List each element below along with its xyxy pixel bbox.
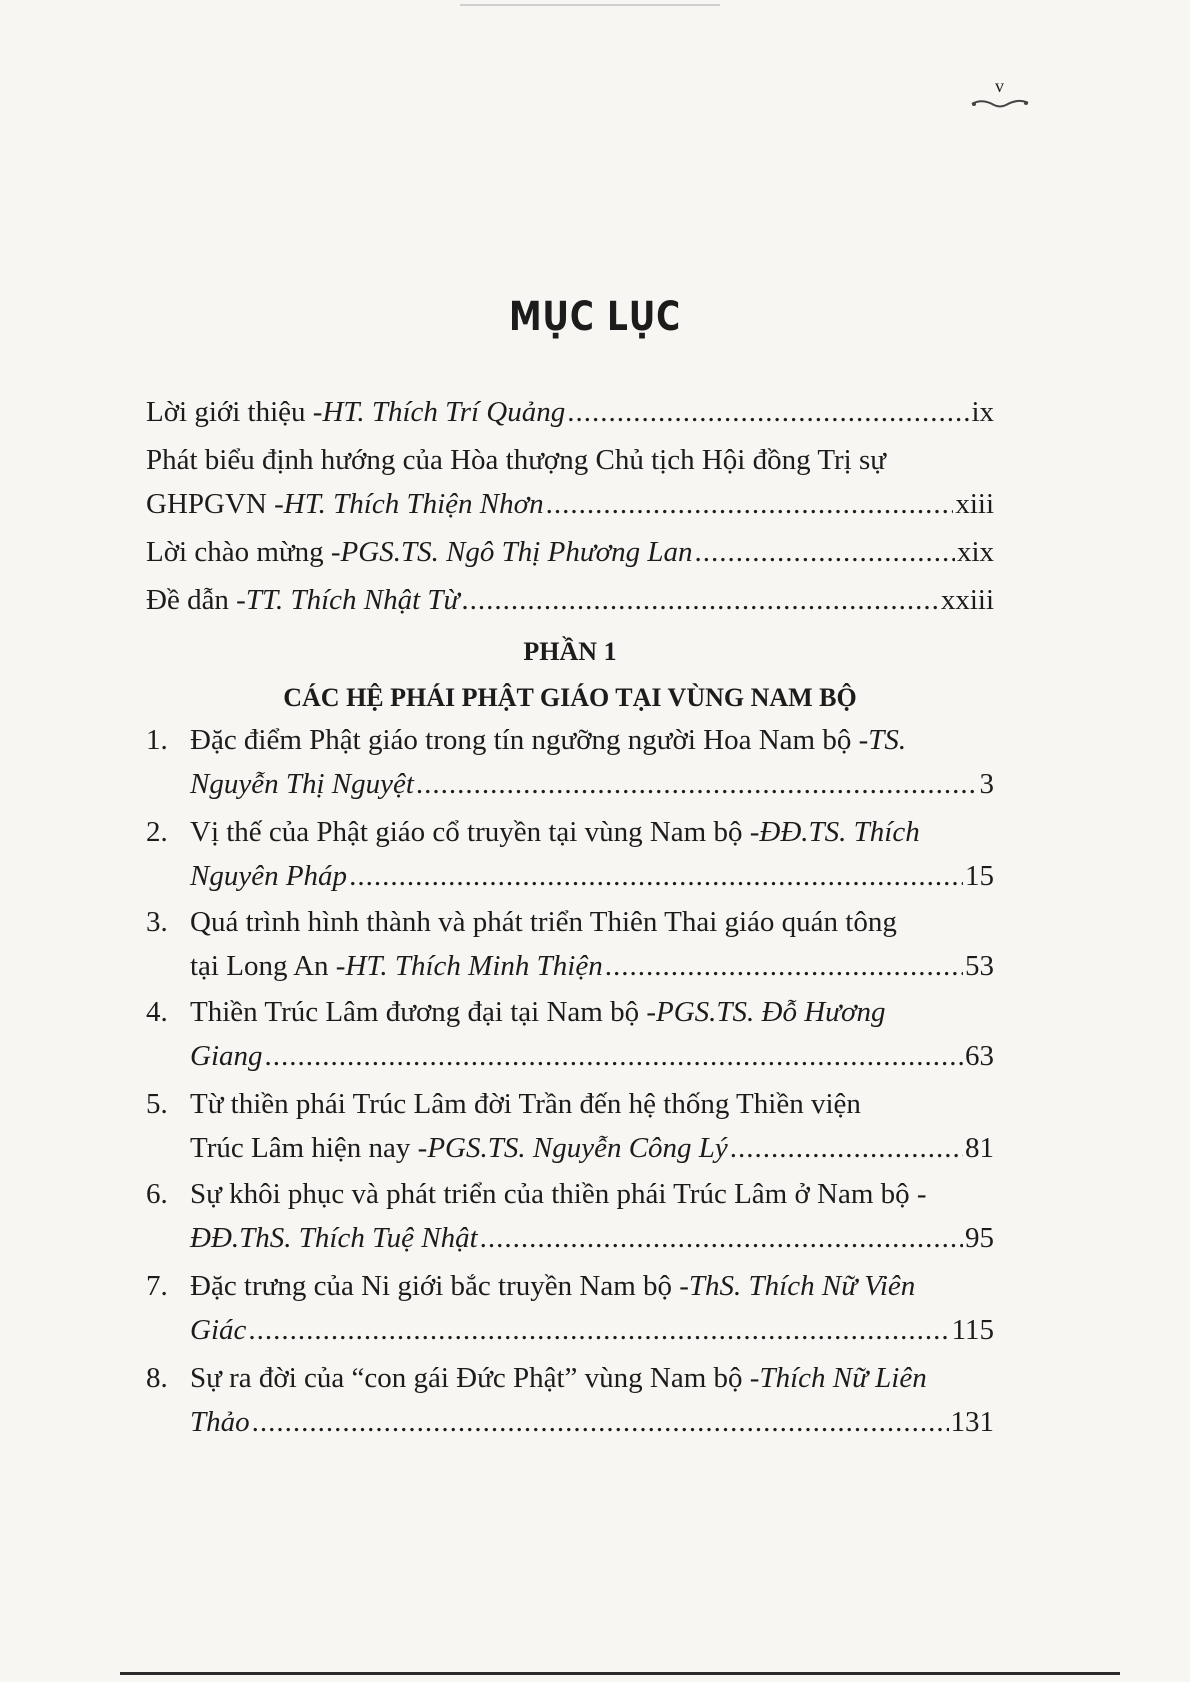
entry-page: ix bbox=[971, 396, 994, 428]
chapter-author-cont: Nguyên Pháp bbox=[190, 860, 348, 892]
toc-chapter-3[interactable] bbox=[146, 900, 994, 988]
toc-chapter-2[interactable] bbox=[146, 810, 994, 898]
chapter-author-cont: PGS.TS. Nguyễn Công Lý bbox=[427, 1132, 728, 1164]
chapter-title: Sự khôi phục và phát triển của thiền phái Trúc Lâm ở Nam bộ - bbox=[190, 1178, 927, 1210]
entry-page: xix bbox=[956, 536, 994, 568]
chapter-page: 95 bbox=[965, 1222, 994, 1254]
entry-title: Lời giới thiệu - bbox=[146, 396, 323, 428]
entry-title: Phát biểu định hướng của Hòa thượng Chủ tịch Hội đồng Trị sự bbox=[146, 444, 886, 476]
chapter-title: Đặc trưng của Ni giới bắc truyền Nam bộ - bbox=[190, 1270, 689, 1302]
chapter-number: 1. bbox=[146, 724, 168, 756]
entry-author: HT. Thích Trí Quảng bbox=[322, 396, 566, 428]
top-rule bbox=[460, 4, 720, 6]
chapter-page: 3 bbox=[979, 768, 994, 800]
leader-dots bbox=[480, 1216, 963, 1260]
leader-dots bbox=[349, 854, 963, 898]
leader-dots bbox=[730, 1126, 963, 1170]
entry-page: xxiii bbox=[940, 584, 994, 616]
toc-chapter-1[interactable] bbox=[146, 718, 994, 806]
chapter-number: 4. bbox=[146, 996, 168, 1028]
chapter-page: 53 bbox=[965, 950, 994, 982]
chapter-title: Thiền Trúc Lâm đương đại tại Nam bộ - bbox=[190, 996, 656, 1028]
chapter-number: 6. bbox=[146, 1178, 168, 1210]
chapter-author-cont: Thảo bbox=[190, 1406, 250, 1438]
part-title: CÁC HỆ PHÁI PHẬT GIÁO TẠI VÙNG NAM BỘ bbox=[283, 683, 857, 712]
chapter-title: Quá trình hình thành và phát triển Thiên Thai giáo quán tông bbox=[190, 906, 897, 938]
page-number-label: v bbox=[995, 76, 1005, 96]
part-label: PHẦN 1 bbox=[523, 637, 617, 666]
chapter-title-cont: Trúc Lâm hiện nay - bbox=[190, 1132, 428, 1164]
entry-author: TT. Thích Nhật Từ bbox=[245, 584, 460, 616]
chapter-page: 63 bbox=[965, 1040, 994, 1072]
chapter-page: 131 bbox=[950, 1406, 994, 1438]
chapter-author: TS. bbox=[868, 724, 907, 756]
leader-dots bbox=[416, 762, 978, 806]
entry-author: PGS.TS. Ngô Thị Phương Lan bbox=[340, 536, 693, 568]
chapter-title: Từ thiền phái Trúc Lâm đời Trần đến hệ thống Thiền viện bbox=[190, 1088, 861, 1120]
chapter-author: PGS.TS. Đỗ Hương bbox=[655, 996, 886, 1028]
leader-dots bbox=[695, 530, 955, 574]
entry-title-cont: GHPGVN - bbox=[146, 488, 284, 520]
leader-dots bbox=[605, 944, 963, 988]
chapter-author-cont: ĐĐ.ThS. Thích Tuệ Nhật bbox=[190, 1222, 478, 1254]
bottom-rule bbox=[120, 1672, 1120, 1675]
toc-chapter-6[interactable] bbox=[146, 1172, 994, 1260]
toc-chapter-5[interactable] bbox=[146, 1082, 994, 1170]
chapter-number: 8. bbox=[146, 1362, 168, 1394]
toc-chapter-8[interactable] bbox=[146, 1356, 994, 1444]
entry-title: Đề dẫn - bbox=[146, 584, 246, 616]
entry-title: Lời chào mừng - bbox=[146, 536, 341, 568]
ornament-icon bbox=[968, 94, 1032, 110]
page-title: MỤC LỤC bbox=[508, 294, 682, 340]
toc-entry-preface[interactable] bbox=[146, 578, 994, 622]
entry-author: HT. Thích Thiện Nhơn bbox=[283, 488, 544, 520]
chapter-title: Đặc điểm Phật giáo trong tín ngưỡng người Hoa Nam bộ - bbox=[190, 724, 869, 756]
toc-entry-intro[interactable] bbox=[146, 390, 994, 434]
chapter-author-cont: Giang bbox=[190, 1040, 263, 1072]
entry-page: xiii bbox=[955, 488, 994, 520]
chapter-page: 115 bbox=[951, 1314, 994, 1346]
leader-dots bbox=[567, 390, 969, 434]
chapter-title-cont: tại Long An - bbox=[190, 950, 346, 982]
chapter-author-cont: HT. Thích Minh Thiện bbox=[345, 950, 603, 982]
leader-dots bbox=[546, 482, 954, 526]
chapter-number: 5. bbox=[146, 1088, 168, 1120]
chapter-number: 2. bbox=[146, 816, 168, 848]
chapter-page: 15 bbox=[965, 860, 994, 892]
leader-dots bbox=[248, 1308, 949, 1352]
chapter-number: 7. bbox=[146, 1270, 168, 1302]
toc-entry-keynote[interactable] bbox=[146, 438, 994, 526]
toc-chapter-4[interactable] bbox=[146, 990, 994, 1078]
chapter-author-cont: Nguyễn Thị Nguyệt bbox=[190, 768, 414, 800]
leader-dots bbox=[461, 578, 938, 622]
page-number bbox=[968, 76, 1032, 116]
chapter-author-cont: Giác bbox=[190, 1314, 247, 1346]
leader-dots bbox=[252, 1400, 949, 1444]
chapter-author: Thích Nữ Liên bbox=[759, 1362, 927, 1394]
leader-dots bbox=[265, 1034, 964, 1078]
chapter-title: Vị thế của Phật giáo cổ truyền tại vùng Nam bộ - bbox=[190, 816, 760, 848]
chapter-author: ThS. Thích Nữ Viên bbox=[688, 1270, 916, 1302]
toc-chapter-7[interactable] bbox=[146, 1264, 994, 1352]
chapter-page: 81 bbox=[965, 1132, 994, 1164]
chapter-number: 3. bbox=[146, 906, 168, 938]
chapter-title: Sự ra đời của “con gái Đức Phật” vùng Nam bộ - bbox=[190, 1362, 760, 1394]
chapter-author: ĐĐ.TS. Thích bbox=[759, 816, 920, 848]
toc-entry-welcome[interactable] bbox=[146, 530, 994, 574]
